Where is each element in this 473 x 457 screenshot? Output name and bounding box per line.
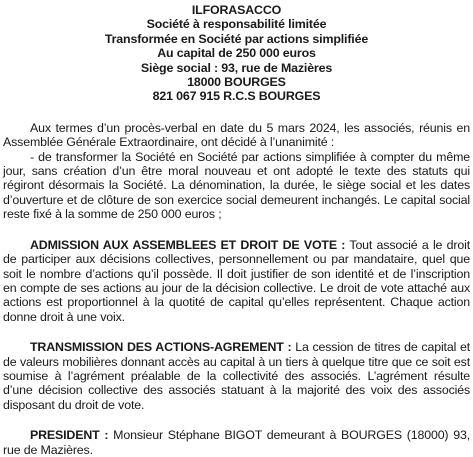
admission-paragraph bbox=[3, 238, 470, 324]
spacer bbox=[3, 222, 470, 238]
spacer bbox=[3, 104, 470, 121]
notice-header bbox=[3, 3, 470, 104]
transmission-text: La cession de titres de capital et de valeurs mobilières donnant accès au capital à un tiers à quelque titre que ce soit est soumise à l’agrément préalable de la collectivité des associés. L’agrément résulte d’une décision collective des associés statuant à la majorité des voix des associés disposant du droit de vote. bbox=[3, 340, 470, 412]
postal-city: 18000 BOURGES bbox=[187, 75, 286, 90]
rcs-number: 821 067 915 R.C.S BOURGES bbox=[152, 89, 321, 104]
president-text: Monsieur Stéphane BIGOT demeurant à BOURGES (18000) 93, rue de Mazières. bbox=[3, 428, 470, 457]
transmission-paragraph bbox=[3, 340, 470, 412]
transformation-line: Transformée en Société par actions simplifiée bbox=[104, 31, 369, 46]
intro-paragraph: Aux termes d’un procès-verbal en date du 5 mars 2024, les associés, réunis en Assemblée Générale Extraordinaire, ont décidé à l’unanimité : bbox=[3, 120, 470, 150]
capital-line: Au capital de 250 000 euros bbox=[157, 46, 316, 61]
admission-text: Tout associé a le droit de participer aux décisions collectives, personnellement ou par mandataire, quel que soit le nombre d’actions qu’il possède. Il doit justifier de son identité et de l’inscription en compte de ses actions au jour de la décision collective. Le droit de vote attaché aux actions est proportionnel à la quotité de capital qu’elles représentent. Chaque action donne droit à une voix. bbox=[3, 237, 470, 324]
president-heading: PRESIDENT : bbox=[30, 428, 109, 443]
transmission-heading: TRANSMISSION DES ACTIONS-AGREMENT : bbox=[30, 340, 292, 355]
spacer bbox=[3, 324, 470, 340]
company-name: ILFORASACCO bbox=[191, 3, 282, 17]
legal-form: Société à responsabilité limitée bbox=[146, 17, 327, 32]
intro-decision-item: - de transformer la Société en Société par actions simplifiée à compter du même jour, sans création d’un être moral nouveau et ont adopté le texte des statuts qui régiront désormais la Société. La dénomination, la durée, le siège social et les dates d’ouverture et de clôture de son exercice social demeurent inchangés. Le capital social reste fixé à la somme de 250 000 euros ; bbox=[3, 149, 470, 222]
admission-heading: ADMISSION AUX ASSEMBLEES ET DROIT DE VOTE : bbox=[30, 237, 346, 252]
president-paragraph bbox=[3, 428, 470, 457]
registered-office: Siège social : 93, rue de Mazières bbox=[140, 60, 333, 75]
spacer bbox=[3, 412, 470, 428]
